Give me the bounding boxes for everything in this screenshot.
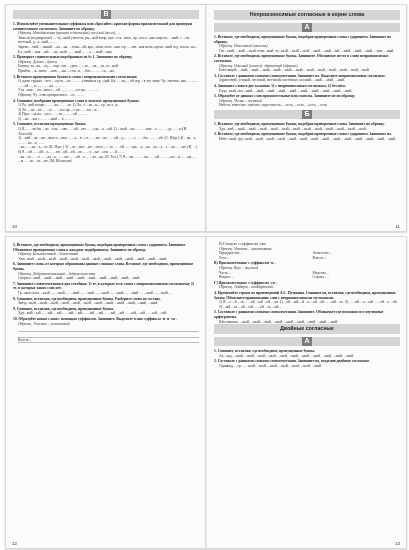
page-left <box>6 237 205 548</box>
exercise-instruction: 1. Спишите, вставляя, где необходимо, пропущенные буквы. <box>214 349 316 354</box>
exercise-text: Хру...кий ...ый ... ...ый, ...ый ... ...ый, ...ый ... ...ый, ...ый ... ...ый, ...ый ... ...ый, ...ый ... ...ый, ...ый. <box>18 311 167 316</box>
exercise-text: Зарево ...мой, ...жный ....ая ...нь, ...тонн...ой, яро...тная, поле...ная стр...., зве...ная ночь, прош...ный год, запла...ка... <box>18 44 198 49</box>
exercise-instruction: 8. Спишите, вставляя, где необходимо, пропущенные буквы. Разберите слова по составу. <box>13 296 161 301</box>
exercise-instruction: В) Прилагательные с суффиксом -н-. <box>214 261 276 266</box>
page-body <box>13 243 199 326</box>
example-line: Образец. Неподвижная (прошла в движении), весёлый (весел), .... <box>18 31 121 36</box>
exercise-instruction: 9. Спишите, вставляя, где необходимо, пропущенные буквы. <box>13 306 115 311</box>
page-number: 11 <box>395 224 400 229</box>
exercise-instruction: 3. Вставьте пропущенные буквы в слова с непроизносимыми согласными. <box>13 74 138 79</box>
example-line: Образец. Чувство – чувствовать. <box>219 246 273 251</box>
variant-banner <box>13 10 199 19</box>
variant-badge-a: А <box>302 337 312 346</box>
exercise-text: 4) Прос...ль на ...ом с... ....ся ... ... ...ой ... ... ... <box>18 112 88 117</box>
fill-in-col-left <box>219 271 307 280</box>
exercise-text: ...ен ... ...ая ...ь ...ет. (К. Паус.) 5) ...ое ...нье ...но ...лось ... ...ю ... ...ей ... ...тра, ...к ...ва ...ла ...ь ...т ...ая ... ...ие. (В. ...) 6) В ...ой ... ...ой ...ь ... ...ем ...ой ...ей ...ок ... ...у ...ые ...оги ... ...й ... ... <box>18 145 197 155</box>
example-line: Образец. Вкус – вкусный. <box>219 265 259 270</box>
exercise-text: 1) В ... ...ли бы ...ли ...ель, ...ово... ...ой ...ает ... ...гда ...а ...ый. 2) ...ный ...ых ... ... ...ние ...е ... ... ...ду ... ...ы (Н. Толстой). <box>18 127 188 136</box>
variant-banner-a <box>214 23 400 32</box>
exercise-text: Уча...ник ... по...нем с ...ой ..., ... ..., ...ит на... ... ... ... <box>18 88 99 93</box>
exercise-instruction: 7. Запишите словосочетания в два столбика: 1) те, в которых есть слова с непроизносимыми согласными; 2) те, в которых таких слов нет. <box>13 281 194 291</box>
exercise-text: 5) ...ые ...жи с ... ... ...ный ... в ... ... ... <box>18 116 75 121</box>
exercise-text: Близко, за...ка, ...ку, ... опр...ше, ...деш..., ...ло, ...ча, ...за, со...ной. <box>18 64 119 69</box>
exercise-instruction: 4. Спишите, вообразив проверочные слова в золотых пропущенных буквах. <box>13 98 140 103</box>
exercise-text: Одиннад..., гр..., ...ный, ...ный, ...ный, ...ный, ...ный, ...ный, ...ный. <box>219 363 322 368</box>
exercise-instruction: 5. Вставьте, где необходимо, пропущенные буквы, подобрав проверочные слова с ударением. Запишите. Обозначьте проверочные слова к каждому подобранному. Запишите по образцу. <box>13 243 187 252</box>
exercise-text: Ужа...ный, ...ный, ...ный, ...ный, ...ный, ...ный, ...ный, ...ный, ...ный, ...ный, ...ный, ...ный, ...ный. <box>18 256 167 261</box>
example-line: Образец. Доброкачественный – добрая качества. <box>18 271 96 276</box>
page-right <box>207 237 406 548</box>
variant-badge-b: Б <box>302 110 312 119</box>
example-line: Образец. Опасный (опасен); здравствуй (здравие). <box>219 63 299 68</box>
answer-lines <box>18 327 199 343</box>
page-body <box>214 35 400 141</box>
page-body-low <box>214 281 400 324</box>
exercise-text: Шествовать, ...ный, ...ный, ...ный, ...ный, ...ный, ...ный, ...ный, ...ный, ...ный. <box>219 319 339 324</box>
fill-in-col-right <box>313 271 401 280</box>
fill-in-col-left <box>219 251 307 260</box>
page-body <box>13 22 199 164</box>
example-line: Образец. Душно – душен. <box>18 59 58 64</box>
exercise-text: Бл...кий, ...ная ...ый ..., ну...ный ..., ...ный ... ...л, ....ный ...ник. <box>18 49 113 54</box>
page-body-top <box>214 242 400 251</box>
exercise-text: О, даже трудно... вел ... пути, ...ко ... ... ...ушенных гр...ций. Ка... ...ец ....ой огр... в эту зиму. Чу...твуешь, как ... ...., ... ... ...ой ..., и, ..., ..., ...ая ..., ... ... <box>18 79 199 88</box>
exercise-text: Радо...ный, опа...ный, ...ный, ...ный, ...ный, ...ный, ...ный, ...ный, ...ный, ...ный, ...ный. <box>219 88 353 93</box>
example-line: Образец. Участок – участковый. <box>18 321 71 326</box>
fill-in-item: Власть – <box>312 255 327 260</box>
exercise-text: 1) Я ...л ...й ...ть ... ...ей ...ый ...ой ...ли. 2) ...ой ...ый ...й ...ь ...ой ...ей ... ...ый ...ть. 3) ... ...ий ...о ...ый ... ...ей ...т ...ей. 4) ...ый ...ть ...ой ...ый ... ...ей ...ть ...ий ... <box>219 300 398 309</box>
fill-in-item: Агентство – <box>312 251 332 256</box>
exercise-text: Сверхсо...ный, ...ный, ...ный, ...ный, ...ный, ...ный, ...ный, ...ный, ...ный, ...ный. <box>18 276 141 281</box>
fill-in-columns <box>214 271 400 280</box>
page-body-end <box>214 349 400 368</box>
exercise-instruction: 10. Образуйте новые слова с помощью суффиксов. Запишите. Выделите в них суффиксы -н- и -ск-. <box>13 316 178 321</box>
exercise-text: Небе...ный, гру...ный, ...ный, ...ный, ...ный, ...ный, ...ный, ...ный, ...ный, ...ный, ...ный, ...ный, ...ный, ...ный, ...ный. <box>219 136 397 141</box>
exercise-instruction: 5. Составьте с данными словами словосочетания. Запишите. Обозначьте где возможно все изученные орфограммы. <box>214 310 384 319</box>
exercise-text: 3) ...ней ...ак ...ия ...вых и ...вых ... ...а... в ...ге ... ...но ...ва ... ...ой ...д ... ... ...с ... ...бы ... ... ...ей. (С. Щер.) 4) ...ая ...ь ... ... ...ко ...ь ... ... <box>18 136 196 145</box>
exercise-instruction: 4. Прочитайте строки из произведений А.С. Пушкина. Спишите их, вставляя, где необходимо, пропущенные буквы. Объясните правописание слов с непроизносимыми согласными. <box>214 290 396 300</box>
exercise-text: Прийти, ...к...вить, ...зать, ...ни ....сов...и, ...бое..., ..., ...сь, ...но. <box>18 68 115 73</box>
exercise-instruction: 6. Запишите слова, от которых образованы данные сложные слова. Вставьте, где необходимо, пропущенные буквы. <box>13 262 194 271</box>
page-left <box>6 5 205 231</box>
exercise-instruction: 2. Вставьте, где необходимо, пропущенные буквы, подобрав проверочные слова с ударением. Запишите их. <box>214 132 392 137</box>
exercise-text: Б) Гласную с суффиксом -ова-. <box>219 242 268 246</box>
exercise-instruction: 5. Образуйте от данных слов прилагательные или глаголы. Запишите их по образцу. <box>214 94 355 99</box>
exercise-instruction: 2. Составьте с данными словами словосочетания. Запишите их, выделив двойные согласные. <box>214 359 370 364</box>
variant-banner-b <box>214 110 400 119</box>
exercise-text: 1) Ра...ной вопро... ... ...ая... ... ...ю. 2) Ла...с... ко...ы – гр...ва т...р. <box>18 103 119 108</box>
fill-in-item: Сорока – <box>312 275 327 280</box>
section-title: Непроизносимые согласные в корне слова <box>214 10 400 20</box>
exercise-instruction: 3. Составьте с данными словами словосочетания. Запишите их. Выделите непроизносимые согласные. <box>214 73 386 78</box>
fill-in-item: Придурастие – <box>219 251 243 256</box>
exercise-text: Хру...кий, ...ный, ...ный, ...ный, ...ный, ...ный, ...ный, ...ный, ...ный, ...ный, ...ный, ...ный, ...ный. <box>219 126 367 131</box>
example-line: Образец. Тайбарт – тайбартский. <box>219 285 274 290</box>
top-spread <box>5 4 407 232</box>
exercise-instruction: 1. Вставьте, где необходимо, пропущенные буквы, подобрав проверочные слова с ударением. Запишите по образцу. <box>214 35 391 44</box>
exercise-text: Блестящий, ...ный, ...ный, ...ный, ...ный, ...ный, ...ный, ...ный, ...ный, ...ный, ...ный, ...ный, ...ный. <box>219 68 370 73</box>
exercise-text: Образец. Чу...ство прекрасного, ...ос, ..., ... <box>18 92 85 97</box>
exercise-text: 3) Ле..., на ...ке ... ...ос ... ...ого пр....т на ... ...ем ...и. <box>18 107 98 112</box>
example-line: Образец. Безызвестный – безвестный. <box>18 252 79 257</box>
page-number: 13 <box>395 541 400 546</box>
fill-in-item: Вопрос – <box>219 275 234 280</box>
fill-in-item: Медство – <box>312 270 329 275</box>
example-line: Образец. Известный (известь). <box>219 44 269 49</box>
exercise-instruction: 5. Спишите, вставляя пропущенные буквы. <box>13 122 87 127</box>
variant-badge: В <box>101 10 111 19</box>
exercise-instruction: 2. Проверьте сомнительные подобранных из № 1. Запишите по образцу. <box>13 55 133 60</box>
exercise-text: Звёзд...ный, ...ный, ...ный, ...ный, ...ный, ...ный, ...ный, ...ный, ...ный, ...ный, ...ный, ...ный. <box>18 301 158 306</box>
exercise-instruction: 4. Запишите слова в две колонки: 1) с непроизносимым согласным; 2) без него. <box>214 83 346 88</box>
exercise-text: Звон ли (подворотни)...., чу...ный учитель, ры...ной вопр, пре...ста...вись, пр...посл...ная шерсть, ...ный, с ...ем весёлый, д...х...вий, ..., ... <box>18 35 190 45</box>
page-number: 12 <box>12 541 17 546</box>
exercise-instruction: Г) Прилагательные с суффиксом -ск-. <box>214 280 278 285</box>
example-line: Образец. Честь – честный. <box>219 98 263 103</box>
variant-banner-a <box>214 337 400 346</box>
exercise-text: ...ая ...ть ... ...е ... ...ая ...ь, ... ...ые ... ...ой ...ь ... ...ая ...ка. (Л. Тол.) 7) В ...ом ... ... ...но ... ...ой ... ... ...ые ...и ... ...ия ... ...м ... ...ю ...ое ...ие. (М. Шолохов) <box>18 154 195 164</box>
exercise-text: Небеса, известие, чувство, окрестность, ...ость, ...ость, ...ость, ...ость. <box>219 103 328 108</box>
exercise-text: Ак...орд, ...ный, ...ный, ...ный, ...ный, ...ный, ...ный, ...ный, ...ный, ...ный, ...ный, ...ный. <box>219 353 355 358</box>
exercise-text: Гиг...ский, ...кий, ...ный, изве...ный, чу...ный, ...вый, ...ной, ...ный, ...ный ...ый, ...ный, ...ный, ...ный, ...вие, ...ный. <box>219 48 395 53</box>
variant-badge-a: А <box>302 23 312 32</box>
exercise-instruction: 2. Вставьте, где необходимо, пропущенные буквы. Запишите. Обозначьте место в слове непроизносимых согласных. <box>214 54 389 63</box>
section-title: Двойные согласные <box>214 324 400 334</box>
exercise-instruction: 1. Вставьте, где необходимо, пропущенные буквы, подобрав проверочные слова. Запишите по образцу. <box>214 121 385 126</box>
exercise-text: Здравствуй, устный, честный, местный, пастбище, косный, ...ный, ...ный, ...ный. <box>219 78 346 83</box>
exercise-instruction: 1. Используйте уменьшительные суффиксы или «бросайте» краткие формы прилагательной для проверки сомнительного согласного. Запишите по образцу. <box>13 22 192 31</box>
fill-in-col-right <box>313 251 401 260</box>
exercise-text: Гр...ные поля, ...ный ..., ...ный ..., ...ный ..., ...ный ..., ...ный ..., ...ный ..., ...ный ..., ...ный ..., ...ный ... <box>18 290 172 295</box>
page-right <box>207 5 406 231</box>
answer-line-label: Власть – <box>18 338 199 343</box>
fill-in-columns <box>214 251 400 260</box>
fill-in-item: Часть – <box>219 270 231 275</box>
bottom-spread <box>5 236 407 549</box>
page-number: 10 <box>12 224 17 229</box>
page-body-mid <box>214 261 400 270</box>
fill-in-item: Уста – <box>219 255 229 260</box>
